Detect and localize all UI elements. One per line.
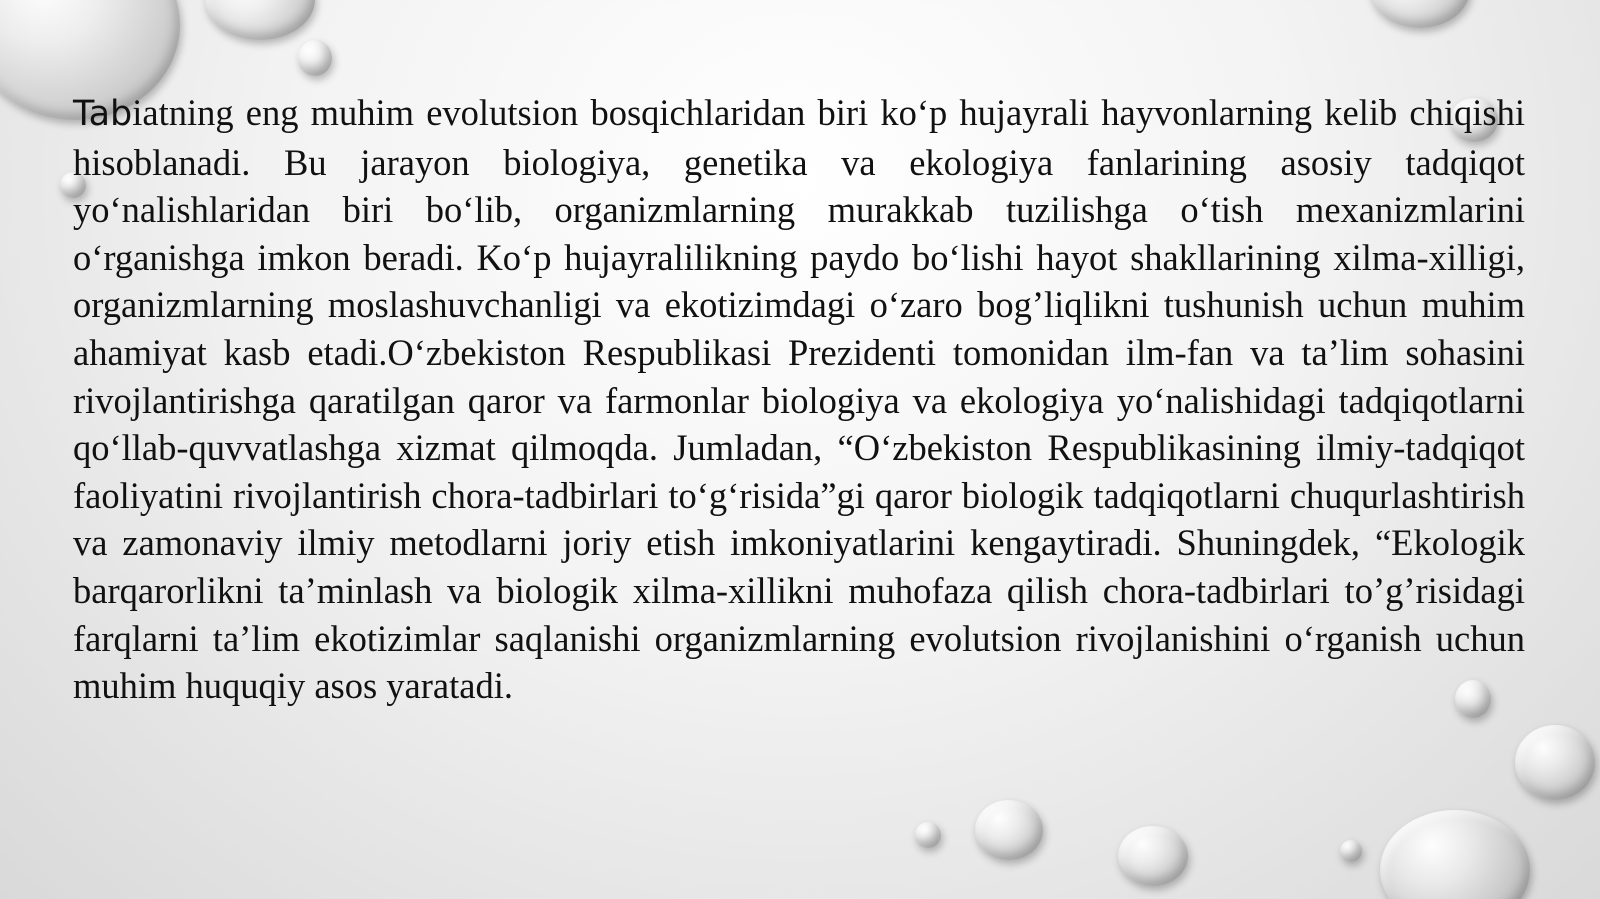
water-drop-icon — [975, 800, 1043, 860]
paragraph-lead: Tab — [73, 94, 133, 134]
water-drop-icon — [205, 0, 315, 40]
water-drop-icon — [1515, 725, 1595, 800]
water-drop-icon — [1370, 0, 1470, 28]
water-drop-icon — [1118, 826, 1188, 886]
water-drop-icon — [915, 822, 941, 848]
slide-body-paragraph — [73, 89, 1525, 710]
water-drop-icon — [1380, 810, 1530, 899]
water-drop-icon — [298, 40, 332, 76]
water-drop-icon — [1340, 840, 1362, 862]
paragraph-text: iatning eng muhim evolutsion bosqichlaridan biri koʻp hujayrali hayvonlarning kelib chiqishi hisoblanadi. Bu jarayon biologiya, genetika va ekologiya fanlarining asosiy tadqiqot yoʻnalishlaridan biri boʻlib, organizmlarning murakkab tuzilishga oʻtish mexanizmlarini oʻrganishga imkon beradi. Koʻp hujayralilikning paydo boʻlishi hayot shakllarining xilma-xilligi, organizmlarning moslashuvchanligi va ekotizimdagi oʻzaro bog’liqlikni tushunish uchun muhim ahamiyat kasb etadi.Oʻzbekiston Respublikasi Prezidenti tomonidan ilm-fan va ta’lim sohasini rivojlantirishga qaratilgan qaror va farmonlar biologiya va ekologiya yoʻnalishidagi tadqiqotlarni qoʻllab-quvvatlashga xizmat qilmoqda. Jumladan, “Oʻzbekiston Respublikasining ilmiy-tadqiqot faoliyatini rivojlantirish chora-tadbirlari toʻgʻrisida”gi qaror biologik tadqiqotlarni chuqurlashtirish va zamonaviy ilmiy metodlarni joriy etish imkoniyatlarini kengaytiradi. Shuningdek, “Ekologik barqarorlikni ta’minlash va biologik xilma-xillikni muhofaza qilish chora-tadbirlari to’g’risidagi farqlarni ta’lim ekotizimlar saqlanishi organizmlarning evolutsion rivojlanishini oʻrganish uchun muhim huquqiy asos yaratadi. — [73, 92, 1525, 707]
